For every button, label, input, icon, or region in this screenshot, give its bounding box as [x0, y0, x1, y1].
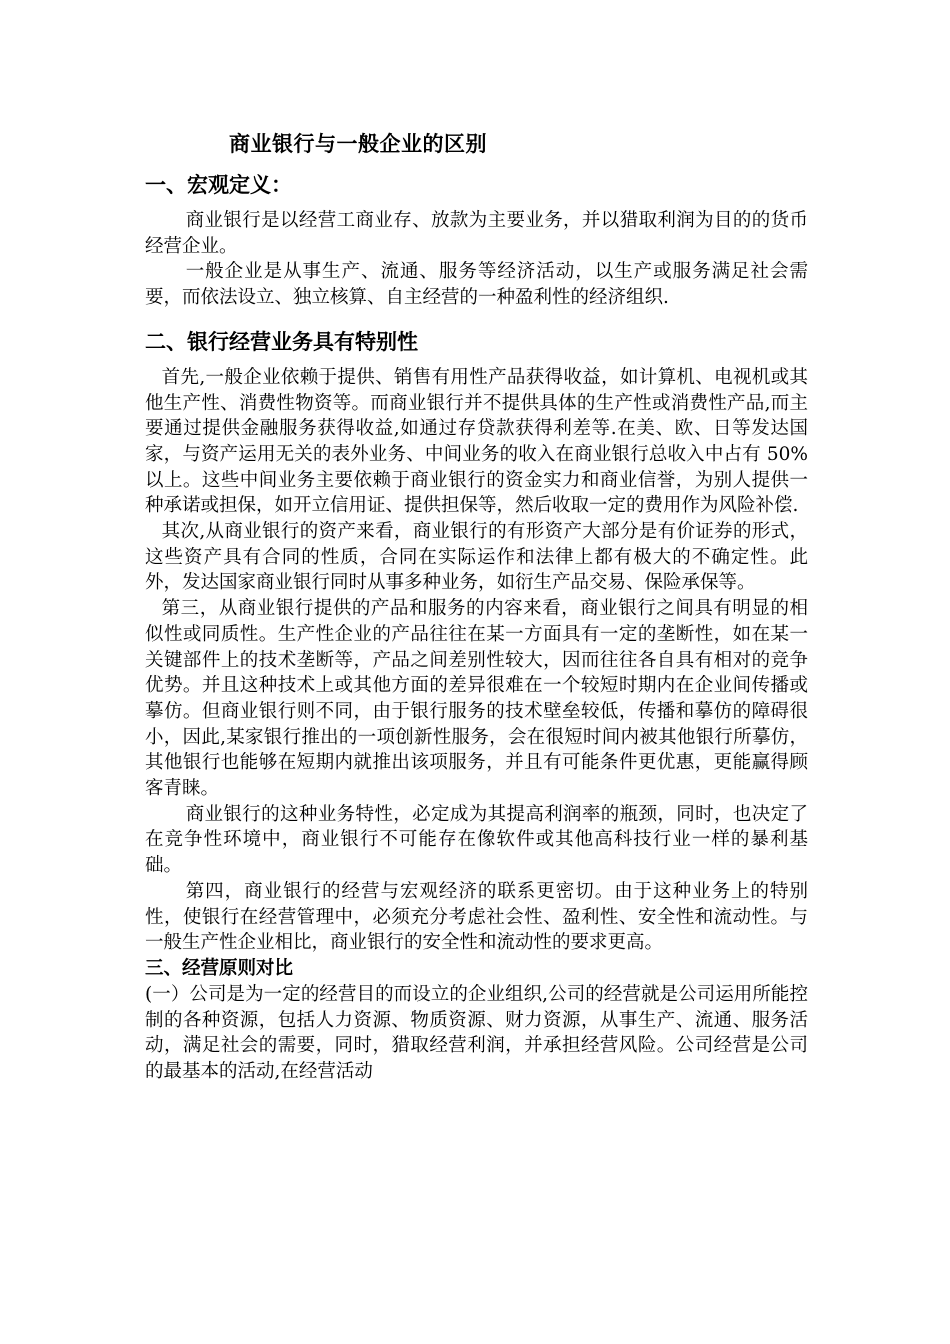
paragraph-bank-definition: 商业银行是以经营工商业存、放款为主要业务，并以猎取利润为目的的货币经营企业。	[145, 210, 808, 257]
paragraph-first-point: 首先,一般企业依赖于提供、销售有用性产品获得收益，如计算机、电视机或其他生产性、消费性物资等。而商业银行并不提供具体的生产性或消费性产品,而主要通过提供金融服务获得收益,如通过存贷款获得利差等.在美、欧、日等发达国家，与资产运用无关的表外业务、中间业务的收入在商业银行总收入中占有 50%以上。这些中间业务主要依赖于商业银行的资金实力和商业信誉，为别人提供一种承诺或担保，如开立信用证、提供担保等，然后收取一定的费用作为风险补偿.	[145, 366, 808, 517]
document-body	[145, 128, 808, 1085]
paragraph-enterprise-definition: 一般企业是从事生产、流通、服务等经济活动，以生产或服务满足社会需要，而依法设立、独立核算、自主经营的一种盈利性的经济组织.	[145, 261, 808, 309]
paragraph-fourth-point: 第四，商业银行的经营与宏观经济的联系更密切。由于这种业务上的特别性，使银行在经营管理中，必须充分考虑社会性、盈利性、安全性和流动性。与一般生产性企业相比，商业银行的安全性和流动性的要求更高。	[145, 880, 808, 954]
section-heading-business-particularity: 二、银行经营业务具有特别性	[145, 329, 418, 354]
section-heading-operating-principles: 三、经营原则对比	[145, 957, 294, 979]
document-title: 商业银行与一般企业的区别	[229, 132, 487, 156]
paragraph-second-point: 其次,从商业银行的资产来看，商业银行的有形资产大部分是有价证券的形式，这些资产具有合同的性质，合同在实际运作和法律上都有极大的不确定性。此外，发达国家商业银行同时从事多种业务，如衍生产品交易、保险承保等。	[145, 521, 808, 594]
section-heading-macro-definition: 一、宏观定义：	[145, 173, 292, 197]
paragraph-company-operation: (一）公司是为一定的经营目的而设立的企业组织,公司的经营就是公司运用所能控制的各种资源，包括人力资源、物质资源、财力资源，从事生产、流通、服务活动，满足社会的需要，同时，猎取经营利润，并承担经营风险。公司经营是公司的最基本的活动,在经营活动	[145, 983, 808, 1083]
paragraph-third-point: 第三，从商业银行提供的产品和服务的内容来看，商业银行之间具有明显的相似性或同质性。生产性企业的产品往往在某一方面具有一定的垄断性，如在某一关键部件上的技术垄断等，产品之间差别性较大，因而往往各自具有相对的竞争优势。并且这种技术上或其他方面的差异很难在一个较短时期内在企业间传播或摹仿。但商业银行则不同，由于银行服务的技术壁垒较低，传播和摹仿的障碍很小，因此,某家银行推出的一项创新性服务，会在很短时间内被其他银行所摹仿，其他银行也能够在短期内就推出该项服务，并且有可能条件更优惠，更能赢得顾客青睐。	[145, 598, 808, 800]
paragraph-business-characteristic: 商业银行的这种业务特性，必定成为其提高利润率的瓶颈，同时，也决定了在竞争性环境中，商业银行不可能存在像软件或其他高科技行业一样的暴利基础。	[145, 803, 808, 877]
